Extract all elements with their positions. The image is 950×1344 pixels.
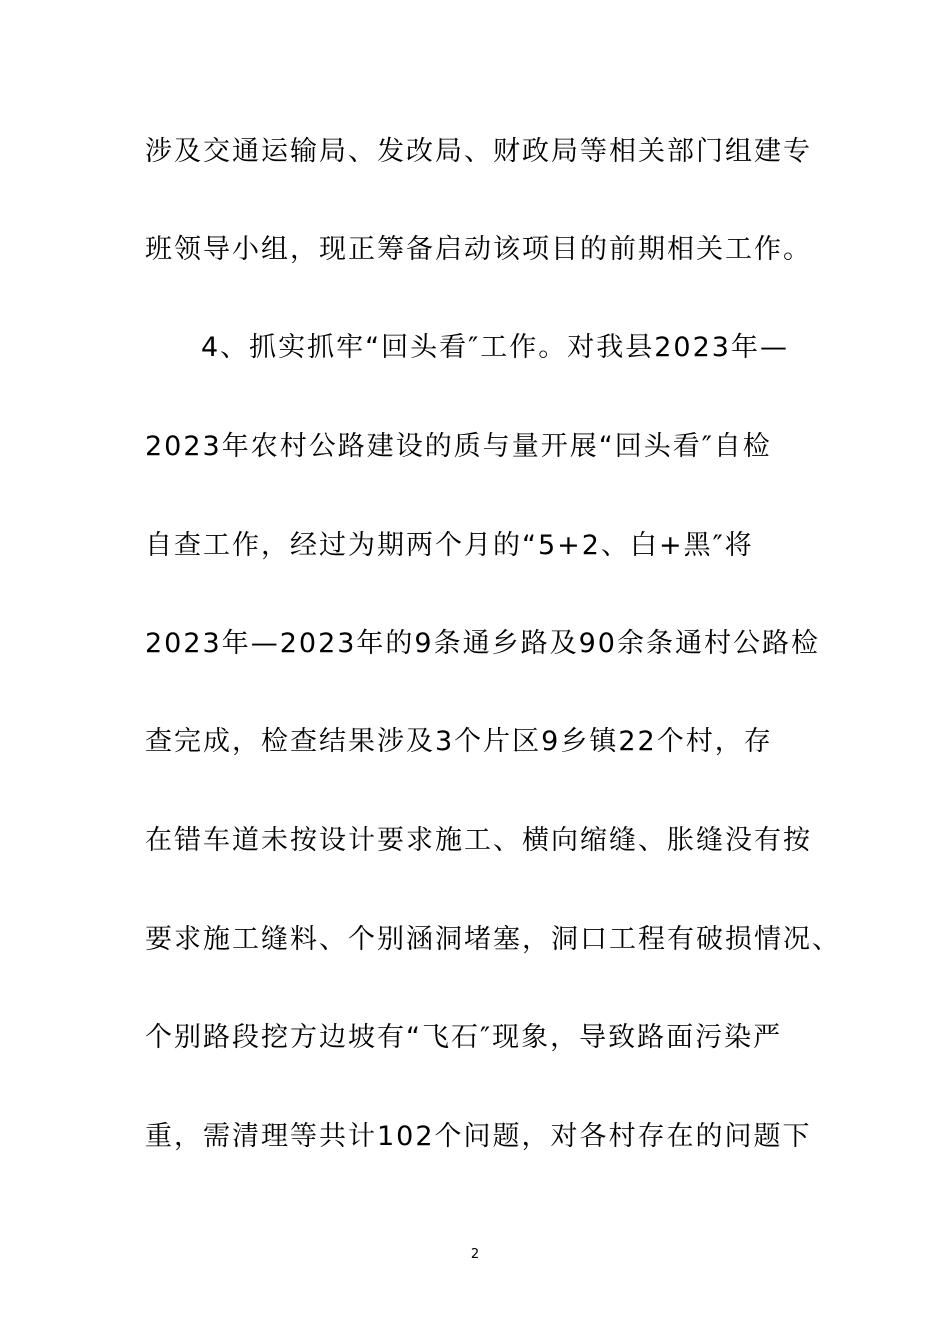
text-line-6: 2023年—2023年的9条通乡路及90余条通村公路检 [145,628,820,659]
text-line-4: 2023年农村公路建设的质与量开展“回头看″自检 [145,431,772,462]
text-line-8: 在错车道未按设计要求施工、横向缩缝、胀缝没有按 [145,825,812,856]
text-line-1: 涉及交通运输局、发改局、财政局等相关部门组建专 [145,136,812,167]
text-line-5: 自查工作，经过为期两个月的“5+2、白+黑″将 [145,530,754,561]
text-line-9: 要求施工缝料、个别涵洞堵塞，洞口工程有破损情况、 [145,924,841,955]
page-number: 2 [470,1247,480,1262]
paragraph-4-heading-line: 4、抓实抓牢“回头看″工作。对我县2023年— [201,332,789,363]
text-line-2: 班领导小组，现正筹备启动该项目的前期相关工作。 [145,234,812,265]
text-line-10: 个别路段挖方边坡有“飞石″现象，导致路面污染严 [145,1022,783,1053]
text-line-11: 重，需清理等共计102个问题，对各村存在的问题下 [145,1121,812,1152]
text-line-7: 查完成，检查结果涉及3个片区9乡镇22个村，存 [145,726,773,757]
